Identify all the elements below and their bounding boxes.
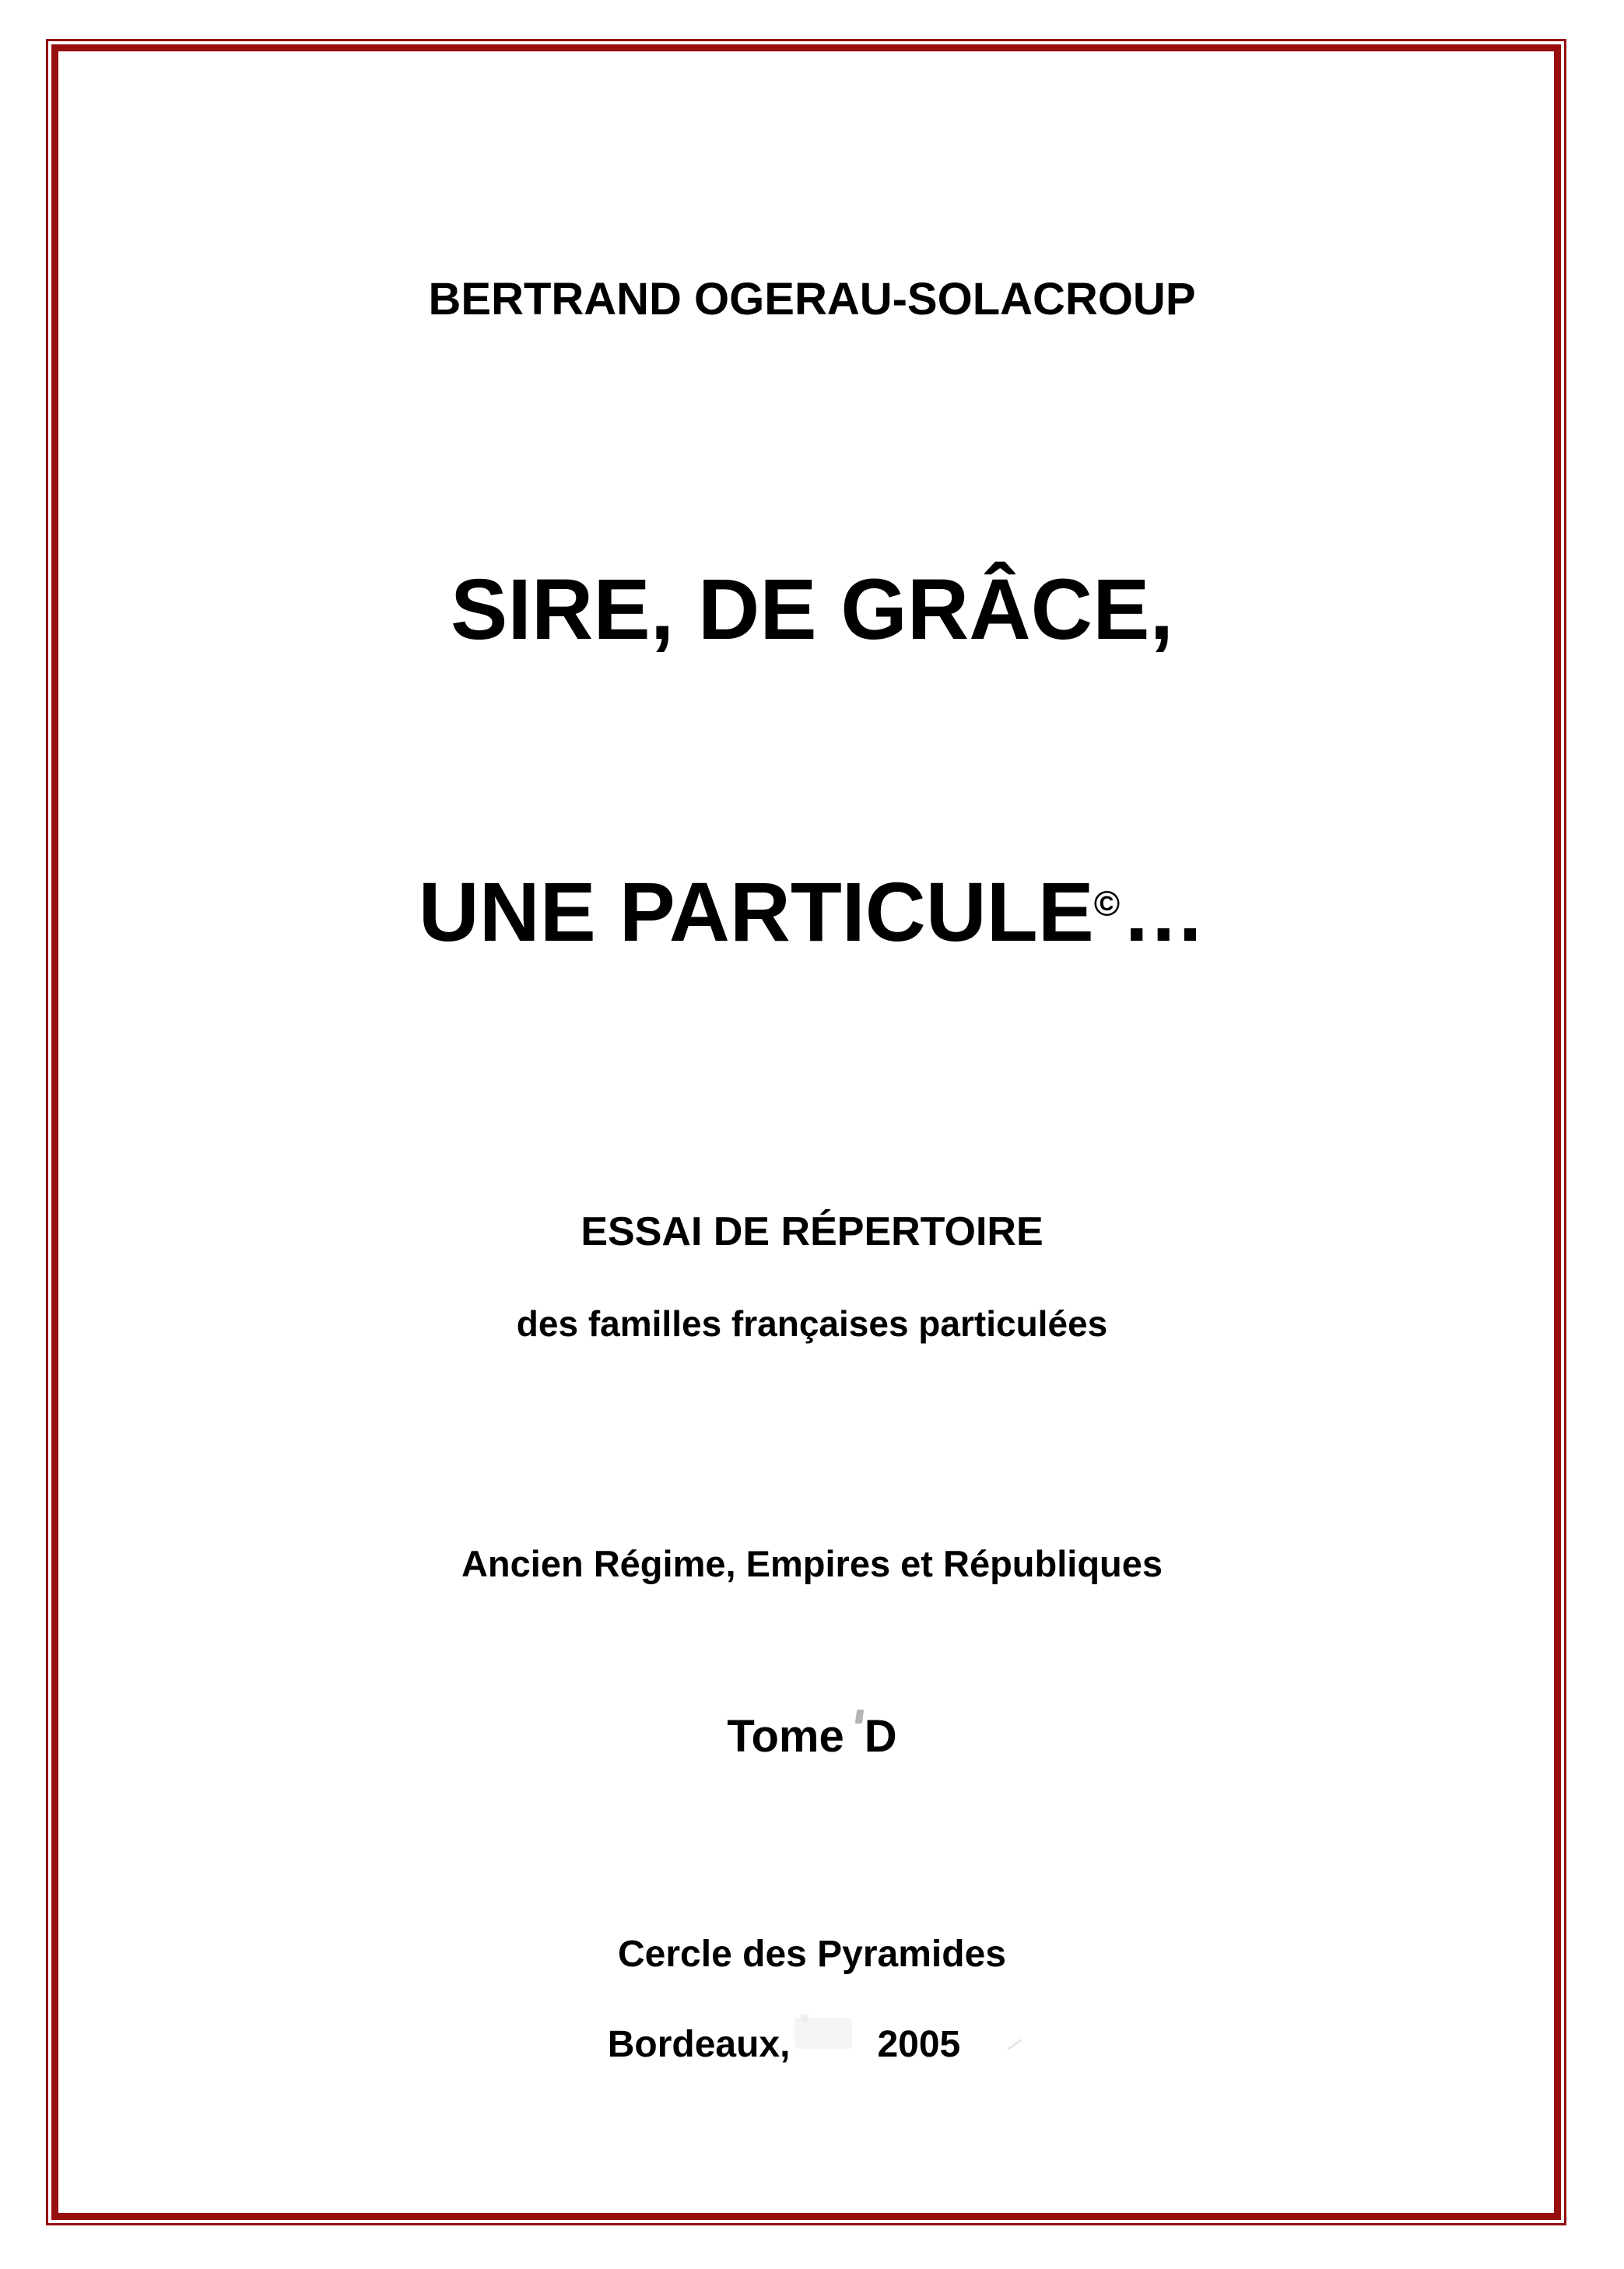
decorative-frame-inner (51, 44, 1561, 2220)
copyright-symbol: © (1093, 883, 1122, 924)
tome-gap (844, 1744, 865, 1752)
decorative-frame-outer (46, 39, 1566, 2225)
imprint-gap (790, 2049, 877, 2057)
tome-number: D (864, 1711, 897, 1762)
erased-text-remnant-2 (801, 2015, 808, 2022)
erased-character-mark (854, 1710, 864, 1724)
year-label: 2005 (877, 2024, 961, 2065)
city-label: Bordeaux, (607, 2024, 791, 2065)
subtitle-periodes: Ancien Régime, Empires et Républiques (461, 1543, 1163, 1584)
book-title-line-1: SIRE, DE GRÂCE, (450, 562, 1174, 658)
author-name: BERTRAND OGERAU-SOLACROUP (428, 274, 1196, 324)
subtitle-familles: des familles françaises particulées (516, 1303, 1108, 1344)
book-title-line-2 (0, 864, 1624, 959)
book-title-line-2-text: UNE PARTICULE (418, 864, 1094, 959)
publisher-name: Cercle des Pyramides (618, 1934, 1006, 1975)
erased-text-remnant (794, 2018, 852, 2049)
tome-label: Tome (727, 1711, 844, 1762)
tome-line (0, 1711, 1624, 1762)
title-ellipsis: … (1121, 864, 1206, 959)
subtitle-repertoire: ESSAI DE RÉPERTOIRE (581, 1209, 1043, 1254)
imprint-line (0, 2026, 1596, 2064)
